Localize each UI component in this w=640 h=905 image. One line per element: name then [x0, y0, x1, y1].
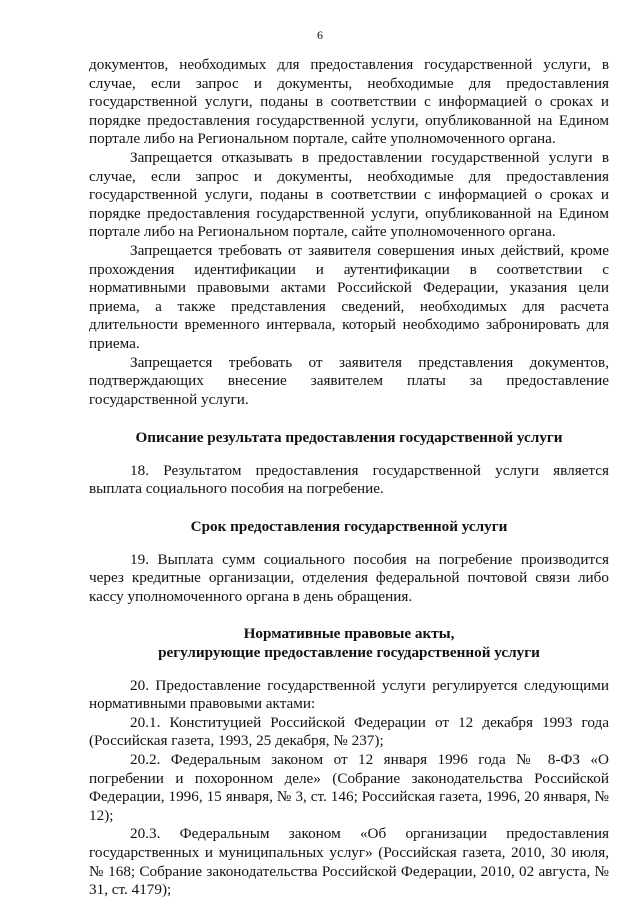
- spacer: [89, 499, 609, 518]
- heading-result: Описание результата предоставления государственной услуги: [135, 429, 563, 447]
- heading-acts-line2: регулирующие предоставление государственной услуги: [158, 644, 540, 662]
- paragraph-refusal-prohibition: Запрещается отказывать в предоставлении государственной услуги в случае, если запрос и документы, необходимые для предоставления государственной услуги, поданы в соответствии с информацией о сроках и порядке предоставления государственной услуги, опубликованной на Едином портале либо на Региональном портале, сайте уполномоченного органа.: [89, 148, 609, 241]
- list-item-20-3: 20.3. Федеральным законом «Об организации предоставления государственных и муниципальных услуг» (Российская газета, 2010, 30 июля, № 168; Собрание законодательства Российской Федерации, 2010, 02 августа, № 31, ст. 4179);: [89, 825, 609, 899]
- paragraph-20: 20. Предоставление государственной услуги регулируется следующими нормативными правовыми актами:: [89, 676, 609, 713]
- list-item-20-2: 20.2. Федеральным законом от 12 января 1996 года № 8-ФЗ «О погребении и похоронном деле» (Собрание законодательства Российской Федерации, 1996, 15 января, № 3, ст. 146; Российская газета, 1996, 20 января, № 12);: [89, 751, 609, 824]
- spacer: [89, 606, 609, 625]
- list-item-20-1: 20.1. Конституцией Российской Федерации от 12 декабря 1993 года (Российская газета, 1993, 25 декабря, № 237);: [89, 713, 609, 750]
- heading-term: Срок предоставления государственной услуги: [190, 518, 508, 536]
- spacer: [89, 409, 609, 429]
- paragraph-continuation: документов, необходимых для предоставления государственной услуги, в случае, если запрос и документы, необходимые для предоставления государственной услуги, поданы в соответствии с информацией о сроках и порядке предоставления государственной услуги, опубликованной на Едином портале либо на Региональном портале, сайте уполномоченного органа.: [89, 56, 609, 148]
- paragraph-payment-prohibition: Запрещается требовать от заявителя представления документов, подтверждающих внесение заявителем платы за предоставление государственной услуги.: [89, 353, 609, 408]
- spacer: [89, 537, 609, 551]
- page-number: 6: [317, 28, 323, 42]
- spacer: [89, 448, 609, 462]
- paragraph-19: 19. Выплата сумм социального пособия на погребение производится через кредитные организации, отделения федеральной почтовой связи либо кассу уполномоченного органа в день обращения.: [89, 550, 609, 605]
- heading-acts-line1: Нормативные правовые акты,: [243, 625, 455, 643]
- paragraph-18: 18. Результатом предоставления государственной услуги является выплата социального пособия на погребение.: [89, 461, 609, 498]
- paragraph-actions-prohibition: Запрещается требовать от заявителя совершения иных действий, кроме прохождения идентификации и аутентификации в соответствии с нормативными правовыми актами Российской Федерации, указания цели приема, а также представления сведений, необходимых для расчета длительности временного интервала, который необходимо забронировать для приема.: [89, 241, 609, 352]
- spacer: [89, 663, 609, 677]
- document-body: [89, 56, 609, 900]
